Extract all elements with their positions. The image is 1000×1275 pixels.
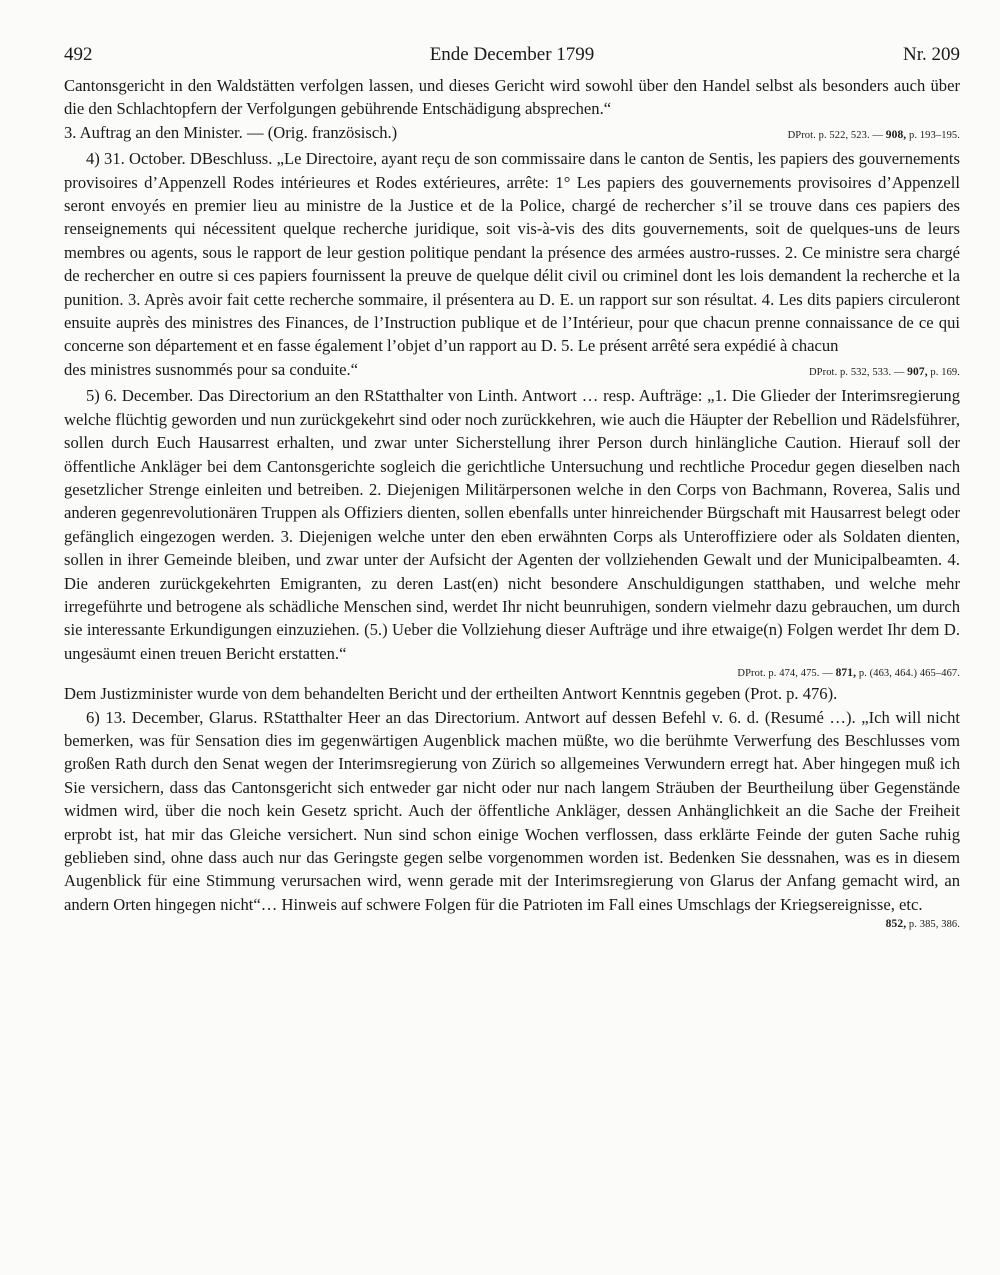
running-header [64, 40, 960, 74]
paragraph-5: 6) 13. December, Glarus. RStatthalter Heer an das Directorium. Antwort auf dessen Befehl v. 6. d. (Resumé …). „Ich will nicht bemerken, was für Sensation dies im gegenwärtigen Augenblick machen müßte, wo die berühmte Verwerfung des Beschlusses vom großen Rath durch den Senat wegen der Interimsregierung von Zürich so allgemeines Verwundern erregt hat. Aber hingegen muß ich Sie versichern, dass das Cantonsgericht sich entweder gar nicht oder nur nach langem Sträuben der Beurtheilung über Gegenstände widmen wird, über die noch kein Gesetz spricht. Auch der öffentliche Ankläger, dessen Anhänglichkeit an die Sache der Freiheit erprobt ist, hat mir das Gleiche versichert. Nun sind schon einige Wochen verflossen, dass erklärte Feinde der guten Sache ruhig geblieben sind, ohne dass auch nur das Geringste gegen selbe vorgenommen worden ist. Bedenken Sie dessnahen, was es in diesem Augenblick für eine Stimmung verursachen wird, wenn gerade mit der Interimsregierung von Glarus der Anfang gemacht wird, an andern Orten hingegen nicht“… Hinweis auf schwere Folgen für die Patrioten im Fall eines Umschlags der Kriegsereignisse, etc. [64, 707, 960, 914]
document-number: Nr. 209 [903, 44, 960, 65]
source-reference: DProt. p. 532, 533. — 907, p. 169. [808, 365, 960, 378]
paragraph-4: Dem Justizminister wurde von dem behandelten Bericht und der ertheilten Antwort Kenntnis gegeben (Prot. p. 476). [64, 684, 838, 704]
paragraph-1: Cantonsgericht in den Waldstätten verfolgen lassen, und dieses Gericht wird sowohl über den Handel selbst als besonders auch über die den Schlachtopfern der Verfolgungen gebührende Entschädigung absprechen.“ [64, 76, 960, 119]
source-reference: DProt. p. 474, 475. — 871, p. (463, 464.) 465–467. [737, 667, 960, 680]
paragraph-3: 5) 6. December. Das Directorium an den RStatthalter von Linth. Antwort … resp. Aufträge: „1. Die Glieder der Interimsregierung welche flüchtig geworden und nun zurückgekehrt sind oder noch zurückkehren, wie auch die Häupter der Rebellion und Rädelsführer, sollen durch Euch Hausarrest erhalten, und zwar unter Sicherstellung ihrer Person durch hinlängliche Caution. Hierauf soll der öffentliche Ankläger bei dem Cantonsgerichte sogleich die gerichtliche Untersuchung und rechtliche Procedur gegen dieselben nach gesetzlicher Strenge einleiten und betreiben. 2. Diejenigen Militärpersonen welche in den Corps von Bachmann, Roverea, Salis und anderen gegenrevolutionären Truppen als Offiziers dienten, sollen ebenfalls unter hinreichender Bürgschaft mit Hausarrest belegt oder gefänglich eingezogen werden. 3. Diejenigen welche unter den eben erwähnten Corps als Unteroffiziere oder als Soldaten dienten, sollen in ihrer Gemeinde bleiben, und zwar unter der Aufsicht der Agenten der vollziehenden Gewalt und der Municipalbeamten. 4. Die anderen zurückgekehrten Emigranten, zu deren Last(en) nicht besondere Anschuldigungen statthaben, und welche mehr irregeführte und betrogene als schädliche Menschen sind, werdet Ihr nicht beunruhigen, sondern vielmehr dazu gebrauchen, um durch sie interessante Erkundigungen einzuziehen. (5.) Ueber die Vollziehung dieser Aufträge und ihre etwaige(n) Folgen werdet Ihr dem D. ungesäumt einen treuen Bericht erstatten.“ [64, 386, 960, 663]
page-title: Ende December 1799 [429, 44, 595, 65]
paragraph-2: 4) 31. October. DBeschluss. „Le Directoire, ayant reçu de son commissaire dans le canton de Sentis, les papiers des gouvernements provisoires d’Appenzell Rodes intérieures et Rodes extérieures, arrête: 1° Les papiers des gouvernements provisoires d’Appenzell seront envoyés en premier lieu au ministre de la Justice et de la Police, chargé de rechercher s’il se trouve dans ces papiers des renseignements qui nécessitent quelque recherche juridique, soit vis-à-vis des dits gouvernements, soit de quelques-uns de leurs membres ou agents, sous le rapport de leur gestion politique pendant la présence des armées austro-russes. 2. Ce ministre sera chargé de rechercher en outre si ces papiers fournissent la preuve de quelque délit civil ou criminel dont les lois demandent la recherche et la punition. 3. Après avoir fait cette recherche sommaire, il présentera au D. E. un rapport sur son résultat. 4. Les dits papiers circuleront ensuite auprès des ministres des Finances, de l’Instruction publique et de l’Intérieur, pour que chacun prenne connaissance de ce qui concerne son département et en fasse également l’objet d’un rapport au D. 5. Le présent arrêté sera expédié à chacun [64, 149, 960, 356]
source-reference: DProt. p. 522, 523. — 908, p. 193–195. [787, 128, 960, 141]
paragraph-2-last-line: des ministres susnommés pour sa conduite.“ DProt. p. 532, 533. — 907, p. 169. [64, 358, 960, 384]
page-number: 492 [64, 44, 93, 65]
paragraph-1-last-line: 3. Auftrag an den Minister. — (Orig. französisch.) DProt. p. 522, 523. — 908, p. 193–195. [64, 121, 960, 147]
source-reference: 852, p. 385, 386. [885, 918, 960, 931]
document-body [64, 74, 960, 933]
